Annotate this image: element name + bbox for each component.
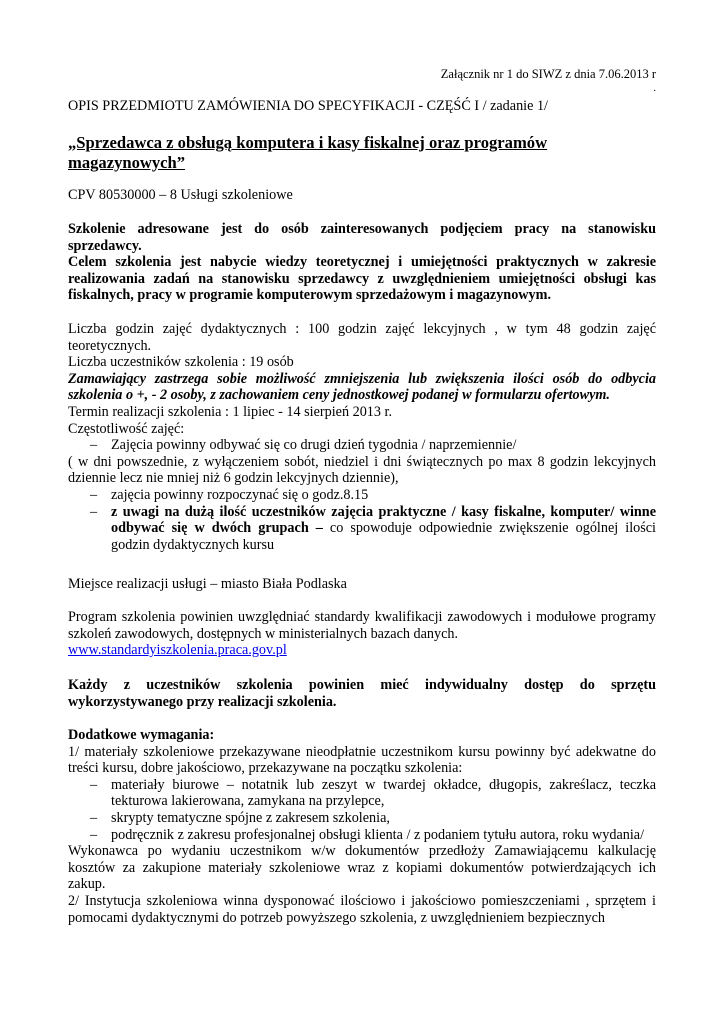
details-section [68,321,656,553]
additional-requirements [68,727,656,926]
list-item: – skrypty tematyczne spójne z zakresem szkolenia, [68,810,656,827]
requirement-1: 1/ materiały szkoleniowe przekazywane nieodpłatnie uczestnikom kursu powinny być adekwatne do treści kursu, dobre jakościowo, przekazywane na początku szkolenia: [68,743,656,777]
program-section [68,609,656,659]
group-note-bold: z uwagi na dużą ilość uczestników zajęcia praktyczne / kasy fiskalne, komputer/ winne odbywać się w dwóch grupach – [111,503,656,537]
attachment-note: Załącznik nr 1 do SIWZ z dnia 7.06.2013 r [440,67,656,81]
frequency-label: Częstotliwość zajęć: [68,420,185,437]
cpv-code: CPV 80530000 – 8 Usługi szkoleniowe [68,187,293,203]
training-goal: Celem szkolenia jest nabycie wiedzy teoretycznej i umiejętności praktycznych w zakresie realizowania zadań na stanowisku sprzedawcy z uwzględnieniem umiejętności obsługi kas fiskalnych, pracy w programie komputerowym sprzedażowym i magazynowym. [68,254,656,304]
hours-info: Liczba godzin zajęć dydaktycznych : 100 godzin zajęć lekcyjnych , w tym 48 godzin zajęć teoretycznych. [68,321,656,354]
participants-info: Liczba uczestników szkolenia : 19 osób [68,354,294,371]
term-info: Termin realizacji szkolenia : 1 lipiec - 14 sierpień 2013 r. [68,403,393,420]
doc-heading: OPIS PRZEDMIOTU ZAMÓWIENIA DO SPECYFIKACJI - CZĘŚĆ I / zadanie 1/ [68,98,548,114]
training-title: „Sprzedawca z obsługą komputera i kasy fiskalnej oraz programów magazynowych” [68,133,548,172]
frequency-list-2 [68,487,656,553]
requirement-2: 2/ Instytucja szkoleniowa winna dysponować ilościowo i jakościowo pomieszczeniami , sprzętem i pomocami dydaktycznymi do potrzeb powyższego szkolenia, z uwzględnieniem bezpiecznych [68,892,656,926]
equipment-access: Każdy z uczestników szkolenia powinien mieć indywidualny dostęp do sprzętu wykorzystywanego przy realizacji szkolenia. [68,677,656,710]
group-note-rest: co spowoduje odpowiednie zwiększenie ogólnej ilości godzin dydaktycznych kursu [111,520,656,553]
additional-heading: Dodatkowe wymagania: [68,727,215,743]
standards-link[interactable]: www.standardyiszkolenia.praca.gov.pl [68,642,287,659]
location-info: Miejsce realizacji usługi – miasto Biała Podlaska [68,576,347,592]
materials-list [68,777,656,843]
frequency-list-1 [68,437,656,454]
frequency-note: ( w dni powszednie, z wyłączeniem sobót, niedziel i dni świątecznych po max 8 godzin lekcyjnych dziennie lecz nie mniej niż 6 godzin lekcyjnych dziennie), [68,453,656,487]
target-group: Szkolenie adresowane jest do osób zainteresowanych podjęciem pracy na stanowisku sprzedawcy. [68,221,656,254]
program-text: Program szkolenia powinien uwzględniać standardy kwalifikacji zawodowych i modułowe programy szkoleń zawodowych, dostępnych w ministerialnych bazach danych. [68,609,656,642]
reservation-note: Zamawiający zastrzega sobie możliwość zmniejszenia lub zwiększenia ilości osób do odbycia szkolenia o +, - 2 osoby, z zachowaniem ceny jednostkowej podanej w formularzu ofertowym. [68,370,656,404]
list-item: – zajęcia powinny rozpoczynać się o godz.8.15 [68,487,656,504]
header-dot: . [653,83,656,94]
list-item: – Zajęcia powinny odbywać się co drugi dzień tygodnia / naprzemiennie/ [68,437,656,454]
contractor-note: Wykonawca po wydaniu uczestnikom w/w dokumentów przedłoży Zamawiającemu kalkulację kosztów za zakupione materiały szkoleniowe wraz z kopiami dokumentów potwierdzających ich zakup. [68,843,656,893]
list-item: – materiały biurowe – notatnik lub zeszyt w twardej okładce, długopis, zakreślacz, teczka tekturowa lakierowana, zamykana na przylepce, [68,777,656,810]
list-item: – podręcznik z zakresu profesjonalnej obsługi klienta / z podaniem tytułu autora, roku wydania/ [68,827,656,844]
list-item [68,504,656,554]
